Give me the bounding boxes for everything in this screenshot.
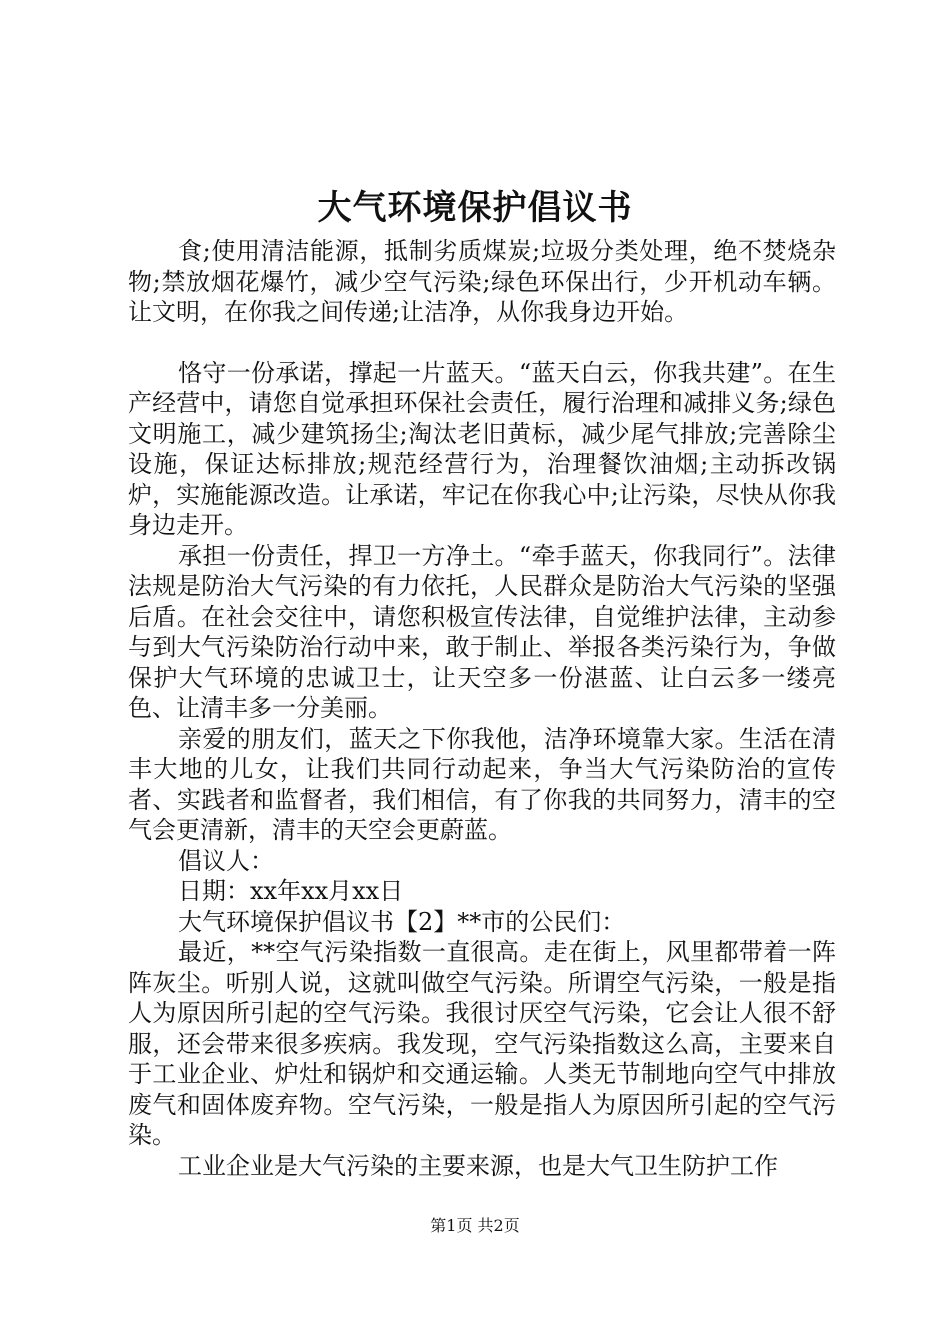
signatory-line: 倡议人：: [178, 846, 274, 875]
document-title: 大气环境保护倡议书: [317, 188, 633, 228]
paragraph: 亲爱的朋友们，蓝天之下你我他，洁净环境靠大家。生活在清丰大地的儿女，让我们共同行动起来，争当大气污染防治的宣传者、实践者和监督者，我们相信，有了你我的共同努力，清丰的空气会更清新，清丰的天空会更蔚蓝。: [128, 724, 836, 844]
paragraph: 最近，**空气污染指数一直很高。走在街上，风里都带着一阵阵灰尘。听别人说，这就叫做空气污染。所谓空气污染，一般是指人为原因所引起的空气污染。我很讨厌空气污染，它会让人很不舒服，还会带来很多疾病。我发现，空气污染指数这么高，主要来自于工业企业、炉灶和锅炉和交通运输。人类无节制地向空气中排放废气和固体废弃物。空气污染，一般是指人为原因所引起的空气污染。: [128, 938, 836, 1149]
paragraph: 承担一份责任，捍卫一方净土。“牵手蓝天，你我同行”。法律法规是防治大气污染的有力依托，人民群众是防治大气污染的坚强后盾。在社会交往中，请您积极宣传法律，自觉维护法律，主动参与到大气污染防治行动中来，敢于制止、举报各类污染行为，争做保护大气环境的忠诚卫士，让天空多一份湛蓝、让白云多一缕亮色、让清丰多一分美丽。: [128, 541, 836, 722]
paragraph: 恪守一份承诺，撑起一片蓝天。“蓝天白云，你我共建”。在生产经营中，请您自觉承担环保社会责任，履行治理和减排义务;绿色文明施工，减少建筑扬尘;淘汰老旧黄标，减少尾气排放;完善除尘设施，保证达标排放;规范经营行为，治理餐饮油烟;主动拆改锅炉，实施能源改造。让承诺，牢记在你我心中;让污染，尽快从你我身边走开。: [128, 358, 836, 539]
date-line: 日期：xx年xx月xx日: [178, 877, 404, 905]
paragraph: 工业企业是大气污染的主要来源，也是大气卫生防护工作: [178, 1151, 778, 1180]
document-body: [128, 236, 836, 1181]
page-footer: 第1页 共2页: [430, 1216, 520, 1235]
paragraph: 食;使用清洁能源，抵制劣质煤炭;垃圾分类处理，绝不焚烧杂物;禁放烟花爆竹，减少空气污染;绿色环保出行，少开机动车辆。让文明，在你我之间传递;让洁净，从你我身边开始。: [128, 237, 836, 326]
section-heading-line: 大气环境保护倡议书【2】**市的公民们：: [178, 907, 626, 936]
